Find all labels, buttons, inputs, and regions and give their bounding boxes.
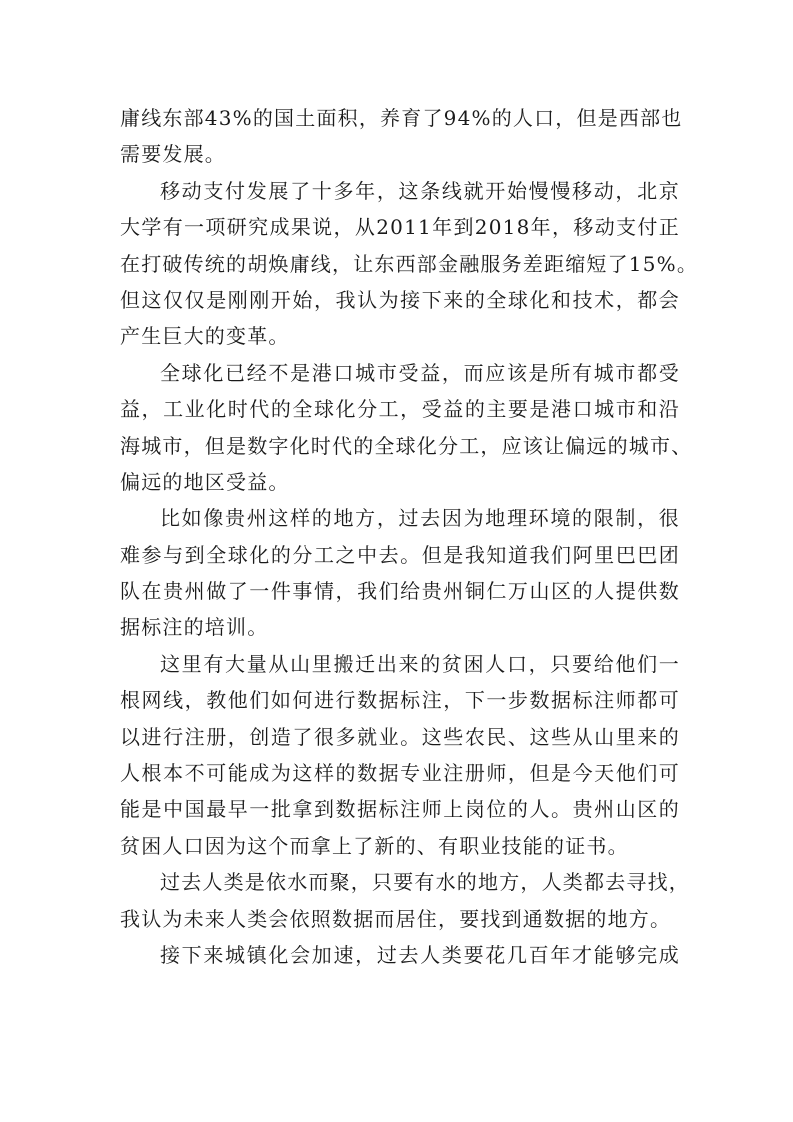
text-line: 益，工业化时代的全球化分工，受益的主要是港口城市和沿 (120, 397, 680, 422)
paragraph-first-line: 过去人类是依水而聚，只要有水的地方，人类都去寻找， (160, 870, 690, 895)
paragraph-first-line: 全球化已经不是港口城市受益，而应该是所有城市都受 (160, 360, 680, 385)
text-line: 在打破传统的胡焕庸线，让东西部金融服务差距缩短了15%。 (120, 251, 699, 276)
text-line: 人根本不可能成为这样的数据专业注册师，但是今天他们可 (120, 761, 680, 786)
article-body (120, 100, 699, 973)
paragraph-first-line: 比如像贵州这样的地方，过去因为地理环境的限制，很 (160, 506, 680, 531)
text-line: 需要发展。 (120, 142, 226, 167)
text-line: 大学有一项研究成果说，从2011年到2018年，移动支付正 (120, 215, 680, 240)
paragraph-first-line: 接下来城镇化会加速，过去人类要花几百年才能够完成 (160, 942, 680, 967)
text-line: 庸线东部43%的国土面积，养育了94%的人口，但是西部也 (120, 106, 683, 130)
text-line: 但这仅仅是刚刚开始，我认为接下来的全球化和技术，都会 (120, 287, 680, 312)
text-line: 贫困人口因为这个而拿上了新的、有职业技能的证书。 (120, 833, 629, 858)
paragraph-first-line: 这里有大量从山里搬迁出来的贫困人口，只要给他们一 (160, 651, 680, 676)
text-line: 偏远的地区受益。 (120, 469, 290, 494)
text-line: 以进行注册，创造了很多就业。这些农民、这些从山里来的 (120, 724, 680, 749)
text-line: 难参与到全球化的分工之中去。但是我知道我们阿里巴巴团 (120, 542, 680, 567)
text-line: 据标注的培训。 (120, 615, 269, 640)
paragraph-first-line: 移动支付发展了十多年，这条线就开始慢慢移动，北京 (160, 178, 680, 203)
text-line: 根网线，教他们如何进行数据标注，下一步数据标注师都可 (120, 688, 680, 713)
text-line: 我认为未来人类会依照数据而居住，要找到通数据的地方。 (120, 906, 672, 931)
text-line: 海城市，但是数字化时代的全球化分工，应该让偏远的城市、 (120, 433, 693, 458)
text-line: 能是中国最早一批拿到数据标注师上岗位的人。贵州山区的 (120, 797, 680, 822)
text-line: 产生巨大的变革。 (120, 324, 290, 349)
text-line: 队在贵州做了一件事情，我们给贵州铜仁万山区的人提供数 (120, 579, 680, 604)
